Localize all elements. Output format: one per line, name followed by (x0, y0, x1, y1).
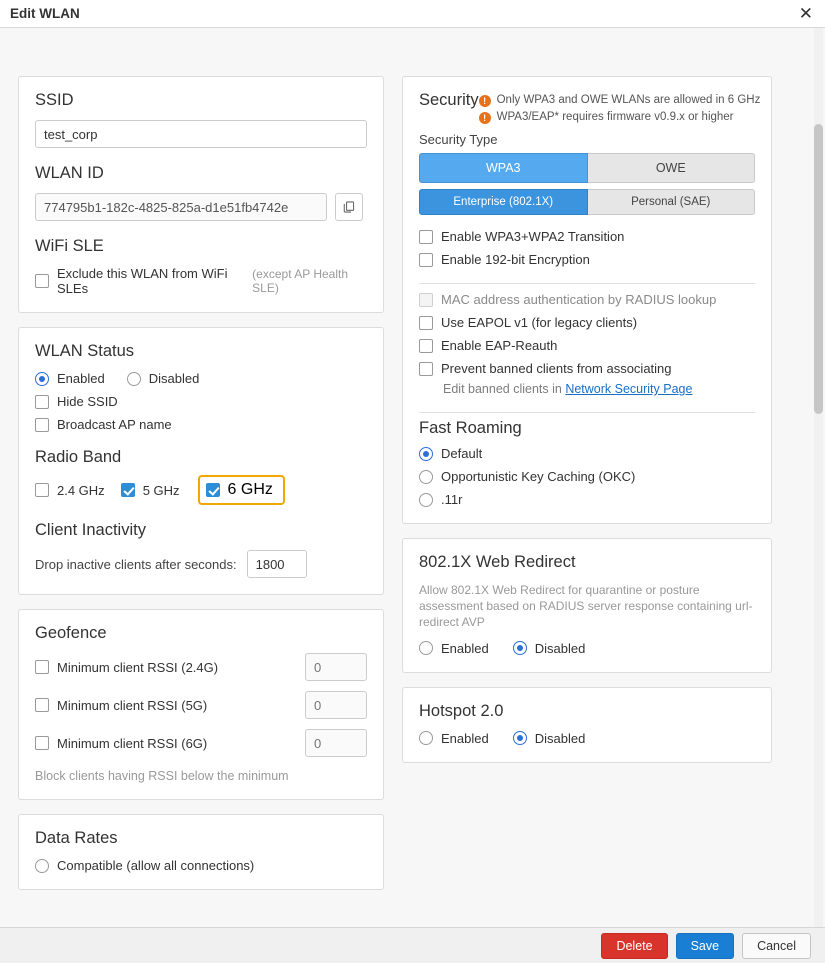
security-warning-1-text: Only WPA3 and OWE WLANs are allowed in 6 GHz (496, 94, 761, 106)
band-24-option[interactable] (35, 483, 105, 498)
ssid-heading: SSID (35, 91, 74, 109)
dialog-body (0, 28, 825, 927)
security-divider (419, 283, 755, 284)
hotspot-radio-group (419, 731, 755, 746)
band-6-label: 6 GHz (227, 481, 273, 498)
wlan-status-disabled-radio[interactable] (127, 372, 141, 386)
security-type-owe[interactable]: OWE (588, 153, 756, 183)
band-5-label: 5 GHz (142, 482, 180, 498)
wpa3-wpa2-transition-label: Enable WPA3+WPA2 Transition (441, 229, 625, 244)
web-redirect-disabled-option[interactable] (513, 641, 586, 656)
security-warning-2 (479, 111, 761, 124)
exclude-wifi-sle-label: Exclude this WLAN from WiFi SLEs (57, 266, 228, 296)
security-type-wpa3[interactable]: WPA3 (419, 153, 588, 183)
geofence-5-checkbox[interactable] (35, 698, 49, 712)
web-redirect-disabled-radio[interactable] (513, 641, 527, 655)
client-inactivity-label: Drop inactive clients after seconds: (35, 556, 237, 572)
radio-band-heading: Radio Band (35, 448, 122, 466)
geofence-6-input[interactable] (305, 729, 367, 757)
left-column (18, 76, 384, 927)
fast-roaming-default-label: Default (441, 446, 483, 461)
geofence-5-input[interactable] (305, 691, 367, 719)
client-inactivity-heading: Client Inactivity (35, 521, 146, 539)
web-redirect-heading: 802.1X Web Redirect (419, 553, 576, 571)
hide-ssid-row[interactable] (35, 394, 367, 409)
geofence-24-input[interactable] (305, 653, 367, 681)
geofence-24-checkbox[interactable] (35, 660, 49, 674)
hotspot-enabled-label: Enabled (441, 730, 489, 746)
fast-roaming-11r-label: .11r (441, 492, 463, 507)
dialog-footer (0, 927, 825, 963)
web-redirect-enabled-option[interactable] (419, 641, 489, 656)
data-rates-compatible-option[interactable] (35, 858, 367, 873)
geofence-row-5[interactable] (35, 691, 367, 719)
save-button[interactable]: Save (676, 933, 735, 959)
network-security-page-link[interactable]: Network Security Page (565, 382, 693, 396)
right-column (402, 76, 772, 927)
security-warning-2-text: WPA3/EAP* requires firmware v0.9.x or higher (496, 111, 734, 123)
192bit-encryption-checkbox[interactable] (419, 253, 433, 267)
eapol-v1-label: Use EAPOL v1 (for legacy clients) (441, 315, 638, 330)
wlan-status-radio-group (35, 371, 367, 386)
exclude-wifi-sle-note: (except AP Health SLE) (252, 267, 349, 295)
web-redirect-description: Allow 802.1X Web Redirect for quarantine or posture assessment based on RADIUS server response containing url-redirect AVP (419, 583, 753, 630)
fast-roaming-heading: Fast Roaming (419, 419, 522, 437)
wlan-status-disabled-option[interactable] (127, 371, 200, 386)
fast-roaming-okc-row[interactable] (419, 469, 755, 484)
radio-band-group (35, 475, 367, 505)
hotspot-disabled-option[interactable] (513, 731, 586, 746)
mac-radius-lookup-row (419, 292, 755, 307)
geofence-6-checkbox[interactable] (35, 736, 49, 750)
data-rates-compatible-radio[interactable] (35, 859, 49, 873)
geofence-24-label: Minimum client RSSI (2.4G) (57, 659, 219, 675)
hide-ssid-label: Hide SSID (57, 394, 118, 409)
geofence-6-label: Minimum client RSSI (6G) (57, 735, 208, 751)
warning-icon: ! (479, 95, 491, 107)
wpa3-wpa2-transition-row[interactable] (419, 229, 755, 244)
client-inactivity-row (35, 550, 367, 578)
hotspot-enabled-option[interactable] (419, 731, 489, 746)
cancel-button[interactable]: Cancel (742, 933, 811, 959)
hide-ssid-checkbox[interactable] (35, 395, 49, 409)
wifi-sle-heading: WiFi SLE (35, 237, 104, 255)
banned-clients-note-text: Edit banned clients in (443, 382, 566, 396)
security-card (402, 76, 772, 524)
ssid-card (18, 76, 384, 313)
fast-roaming-11r-row[interactable] (419, 492, 755, 507)
geofence-row-6[interactable] (35, 729, 367, 757)
web-redirect-enabled-label: Enabled (441, 640, 489, 656)
band-24-checkbox[interactable] (35, 483, 49, 497)
data-rates-compatible-label: Compatible (allow all connections) (57, 858, 255, 873)
broadcast-ap-name-checkbox[interactable] (35, 418, 49, 432)
eapol-v1-row[interactable] (419, 315, 755, 330)
geofence-card (18, 609, 384, 800)
eap-reauth-row[interactable] (419, 338, 755, 353)
fast-roaming-okc-radio[interactable] (419, 470, 433, 484)
hotspot-enabled-radio[interactable] (419, 731, 433, 745)
delete-button[interactable]: Delete (601, 933, 667, 959)
scrollbar-thumb[interactable] (814, 124, 823, 414)
web-redirect-radio-group (419, 641, 755, 656)
geofence-5-label: Minimum client RSSI (5G) (57, 697, 208, 713)
security-warning-1 (479, 94, 761, 107)
eapol-v1-checkbox[interactable] (419, 316, 433, 330)
eap-reauth-label: Enable EAP-Reauth (441, 338, 558, 353)
wlan-status-enabled-radio[interactable] (35, 372, 49, 386)
wlan-status-disabled-label: Disabled (148, 371, 200, 386)
security-header (419, 91, 761, 128)
security-mode-personal[interactable]: Personal (SAE) (588, 189, 756, 215)
prevent-banned-clients-row[interactable] (419, 361, 755, 376)
geofence-heading: Geofence (35, 624, 107, 642)
geofence-note: Block clients having RSSI below the minimum (35, 769, 289, 783)
wlan-status-enabled-option[interactable] (35, 371, 105, 386)
band-5-checkbox[interactable] (121, 483, 135, 497)
mac-radius-lookup-checkbox (419, 293, 433, 307)
mac-radius-lookup-label: MAC address authentication by RADIUS lookup (441, 292, 717, 307)
fast-roaming-default-row[interactable] (419, 446, 755, 461)
ssid-input[interactable] (35, 120, 367, 148)
security-warnings (479, 91, 761, 128)
prevent-banned-clients-checkbox[interactable] (419, 362, 433, 376)
security-mode-enterprise[interactable]: Enterprise (802.1X) (419, 189, 588, 215)
exclude-wifi-sle-checkbox[interactable] (35, 274, 49, 288)
security-type-segmented (419, 153, 755, 183)
security-mode-segmented (419, 189, 755, 215)
hotspot-card (402, 687, 772, 763)
copy-icon[interactable] (335, 193, 363, 221)
192bit-encryption-label: Enable 192-bit Encryption (441, 252, 590, 267)
band-5-option[interactable] (121, 483, 180, 498)
wlan-id-input[interactable] (35, 193, 327, 221)
wlan-id-heading: WLAN ID (35, 164, 104, 182)
fast-roaming-okc-label: Opportunistic Key Caching (OKC) (441, 469, 636, 484)
web-redirect-enabled-radio[interactable] (419, 641, 433, 655)
fast-roaming-11r-radio[interactable] (419, 493, 433, 507)
wlan-status-card (18, 327, 384, 595)
192bit-encryption-row[interactable] (419, 252, 755, 267)
web-redirect-card (402, 538, 772, 673)
wlan-id-row (35, 193, 367, 221)
vertical-scrollbar[interactable] (814, 28, 823, 927)
dialog-title: Edit WLAN (10, 6, 80, 21)
web-redirect-disabled-label: Disabled (534, 640, 586, 656)
close-icon[interactable]: ✕ (798, 4, 813, 23)
wlan-status-heading: WLAN Status (35, 342, 135, 360)
band-24-label: 2.4 GHz (57, 482, 105, 498)
security-heading: Security (419, 91, 479, 109)
exclude-wifi-sle-row[interactable] (35, 266, 367, 296)
data-rates-card (18, 814, 384, 890)
broadcast-ap-name-row[interactable] (35, 417, 367, 432)
wlan-status-enabled-label: Enabled (57, 371, 105, 386)
hotspot-disabled-radio[interactable] (513, 731, 527, 745)
band-6-option[interactable] (198, 475, 285, 505)
warning-icon: ! (479, 112, 491, 124)
eap-reauth-checkbox[interactable] (419, 339, 433, 353)
data-rates-heading: Data Rates (35, 829, 118, 847)
fast-roaming-default-radio[interactable] (419, 447, 433, 461)
geofence-row-24[interactable] (35, 653, 367, 681)
dialog-titlebar (0, 0, 825, 28)
hotspot-disabled-label: Disabled (534, 730, 586, 746)
broadcast-ap-name-label: Broadcast AP name (57, 417, 172, 432)
fast-roaming-divider (419, 412, 755, 413)
prevent-banned-clients-label: Prevent banned clients from associating (441, 361, 672, 376)
banned-clients-note (443, 382, 755, 396)
security-type-label: Security Type (419, 132, 498, 147)
band-6-checkbox[interactable] (206, 483, 220, 497)
wpa3-wpa2-transition-checkbox[interactable] (419, 230, 433, 244)
client-inactivity-input[interactable] (247, 550, 307, 578)
hotspot-heading: Hotspot 2.0 (419, 701, 504, 720)
settings-scroll-area (0, 28, 825, 927)
